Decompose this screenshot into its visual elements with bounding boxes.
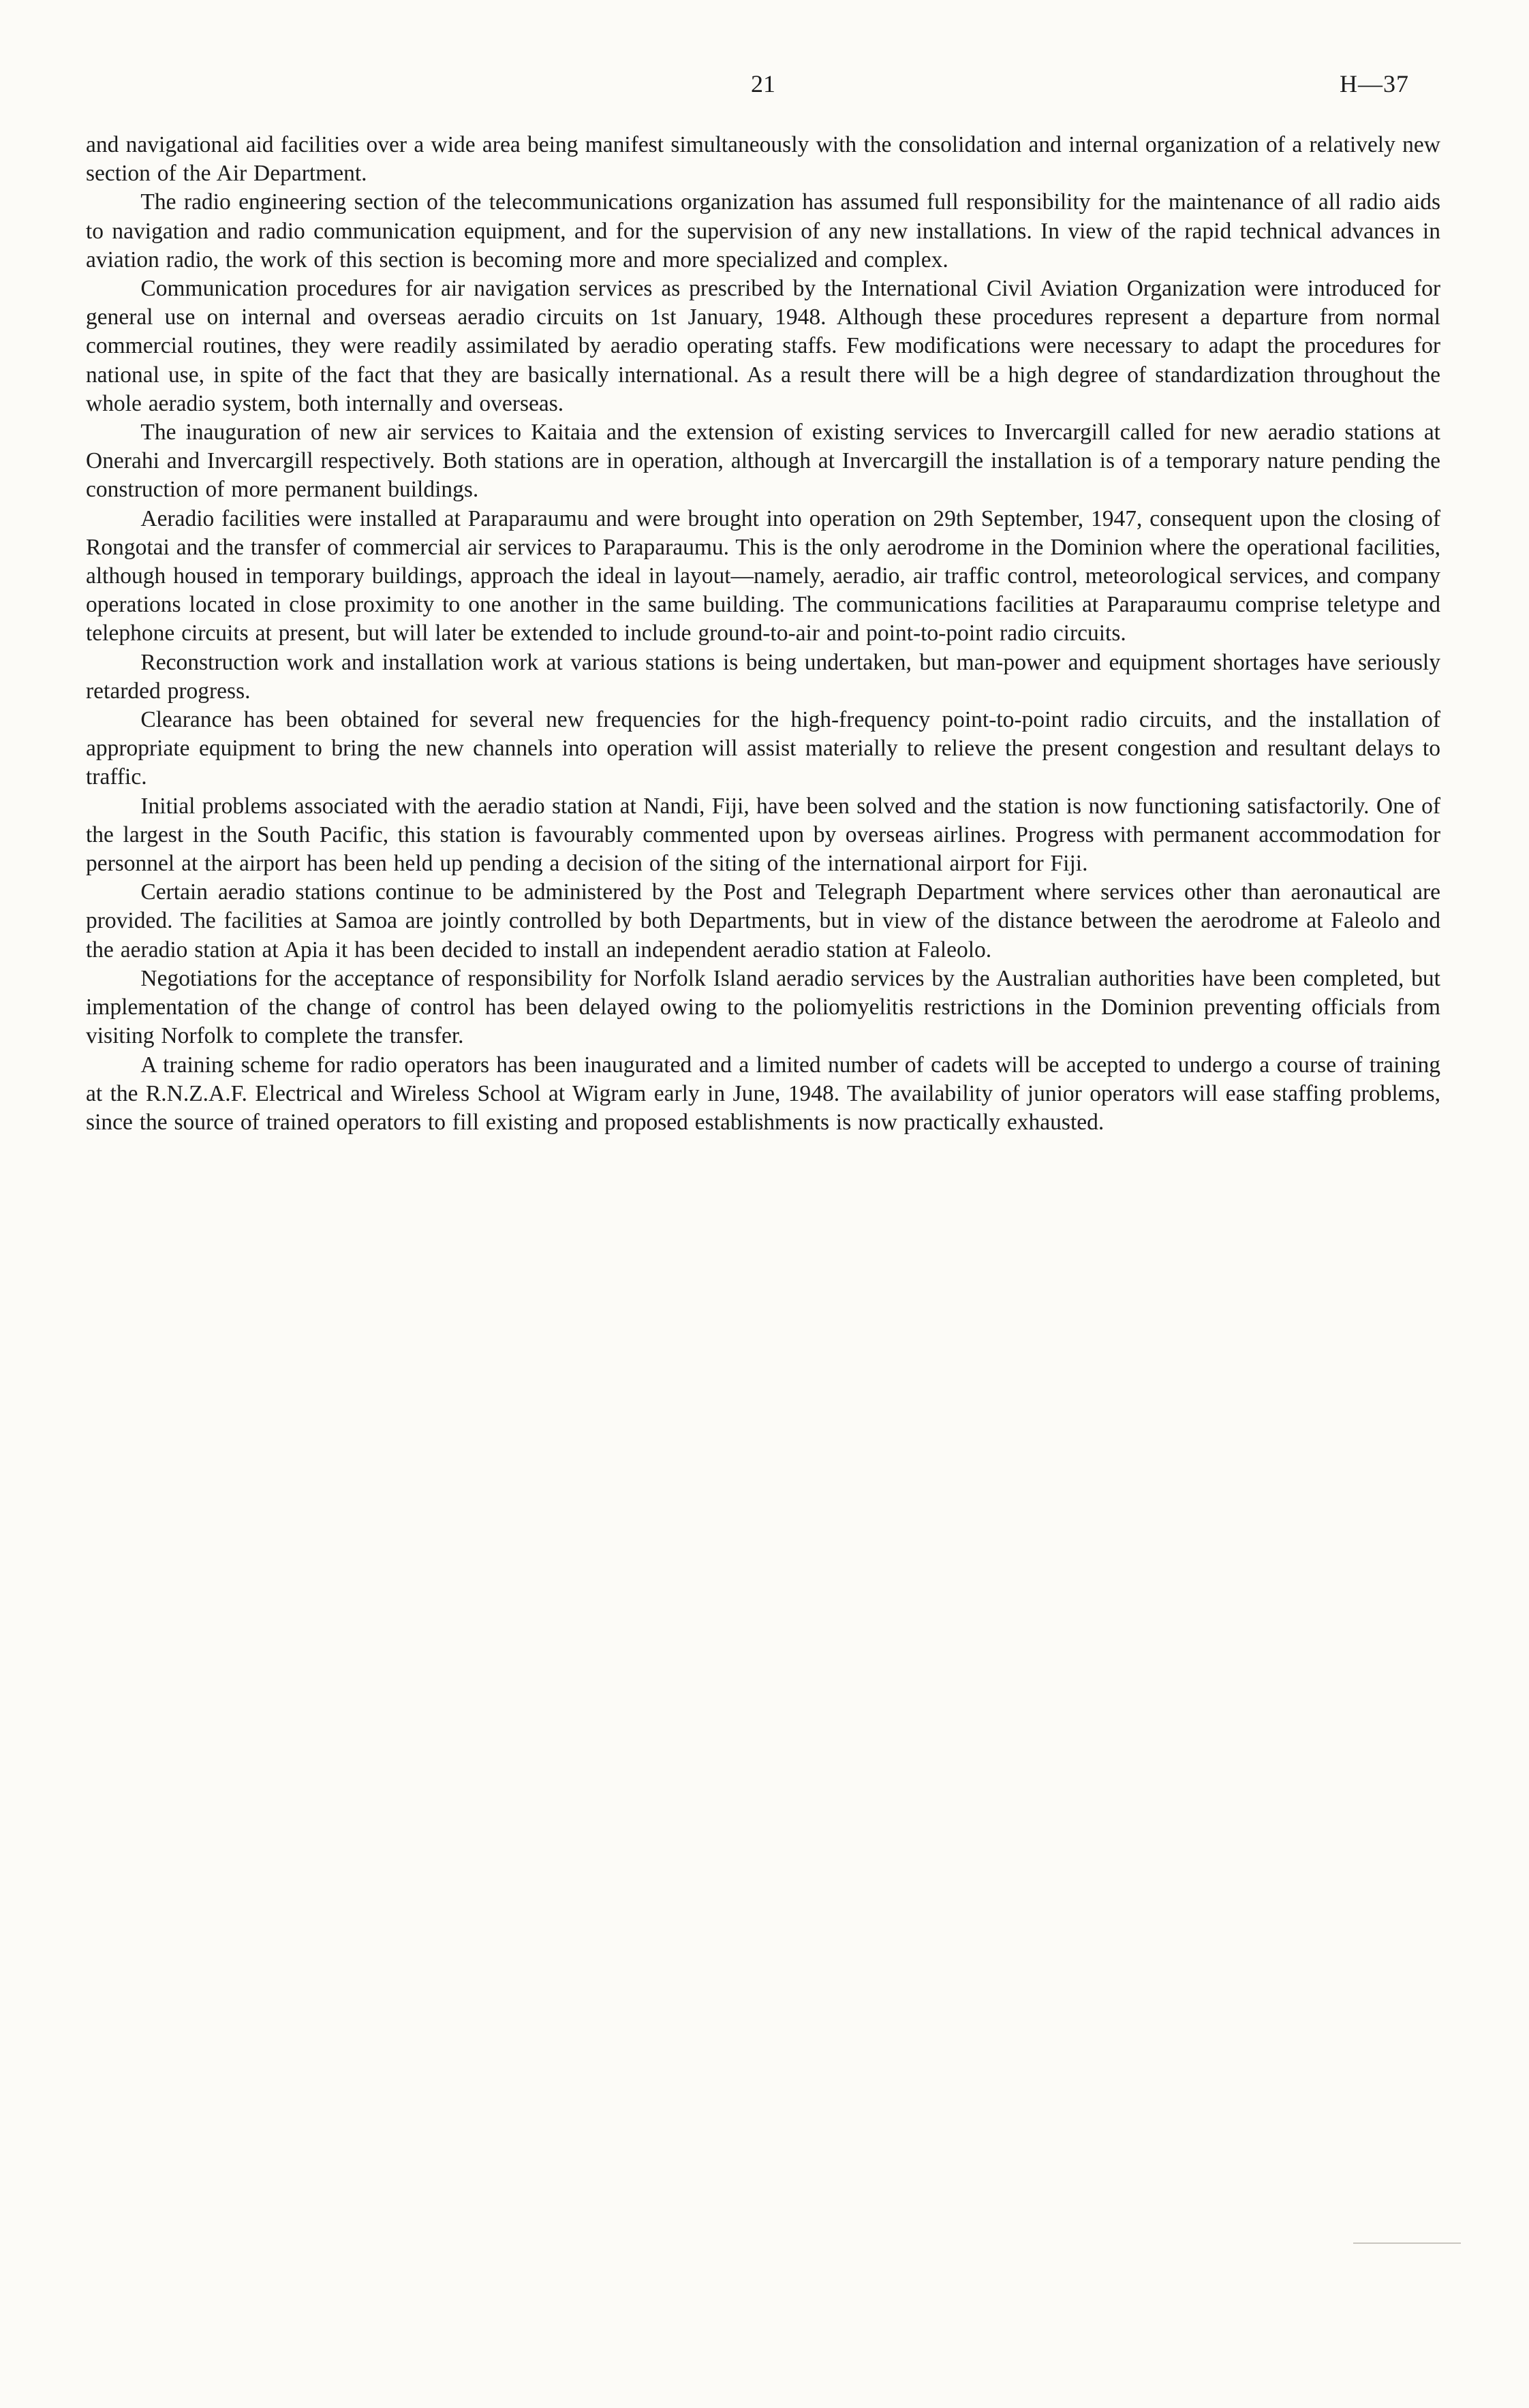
page-number: 21	[751, 70, 775, 97]
paragraph: Initial problems associated with the aeradio station at Nandi, Fiji, have been solved and the station is now functioning satisfactorily. One of the largest in the South Pacific, this station is favourably commented upon by overseas airlines. Progress with permanent accommodation for personnel at the airport has been held up pending a decision of the siting of the international airport for Fiji.	[86, 793, 1440, 877]
page-body	[86, 131, 1440, 1137]
paragraph: Reconstruction work and installation work at various stations is being undertaken, but man-power and equipment shortages have seriously retarded progress.	[86, 649, 1440, 704]
paragraph: The inauguration of new air services to Kaitaia and the extension of existing services to Invercargill called for new aeradio stations at Onerahi and Invercargill respectively. Both stations are in operation, although at Invercargill the installation is of a temporary nature pending the construction of more permanent buildings.	[86, 420, 1440, 503]
scan-artifact-line	[1353, 2242, 1461, 2244]
paragraph: Certain aeradio stations continue to be administered by the Post and Telegraph Department where services other than aeronautical are provided. The facilities at Samoa are jointly controlled by both Departments, but in view of the distance between the aerodrome at Faleolo and the aeradio station at Apia it has been decided to install an independent aeradio station at Faleolo.	[86, 879, 1440, 963]
paragraph: Clearance has been obtained for several new frequencies for the high-frequency point-to-point radio circuits, and the installation of appropriate equipment to bring the new channels into operation will assist materially to relieve the present congestion and resultant delays to traffic.	[86, 707, 1440, 790]
page-header	[86, 69, 1440, 104]
doc-reference: H—37	[1340, 70, 1409, 97]
paragraph: Communication procedures for air navigation services as prescribed by the International Civil Aviation Organization were introduced for general use on internal and overseas aeradio circuits on 1st January, 1948. Although these procedures represent a departure from normal commercial routines, they were readily assimilated by aeradio operating staffs. Few modifications were necessary to adapt the procedures for national use, in spite of the fact that they are basically international. As a result there will be a high degree of standardization throughout the whole aeradio system, both internally and overseas.	[86, 276, 1440, 416]
paragraph: Aeradio facilities were installed at Paraparaumu and were brought into operation on 29th September, 1947, consequent upon the closing of Rongotai and the transfer of commercial air services to Paraparaumu. This is the only aerodrome in the Dominion where the operational facilities, although housed in temporary buildings, approach the ideal in layout—namely, aeradio, air traffic control, meteorological services, and company operations located in close proximity to one another in the same building. The communications facilities at Paraparaumu comprise teletype and telephone circuits at present, but will later be extended to include ground-to-air and point-to-point radio circuits.	[86, 505, 1440, 646]
paragraph: Negotiations for the acceptance of responsibility for Norfolk Island aeradio services by the Australian authorities have been completed, but implementation of the change of control has been delayed owing to the poliomyelitis restrictions in the Dominion preventing officials from visiting Norfolk to complete the transfer.	[86, 965, 1440, 1049]
paragraph: A training scheme for radio operators has been inaugurated and a limited number of cadets will be accepted to undergo a course of training at the R.N.Z.A.F. Electrical and Wireless School at Wigram early in June, 1948. The availability of junior operators will ease staffing problems, since the source of trained operators to fill existing and proposed establishments is now practically exhausted.	[86, 1052, 1440, 1135]
paragraph: The radio engineering section of the telecommunications organization has assumed full responsibility for the maintenance of all radio aids to navigation and radio communication equipment, and for the supervision of any new installations. In view of the rapid technical advances in aviation radio, the work of this section is becoming more and more specialized and complex.	[86, 189, 1440, 272]
paragraph: and navigational aid facilities over a wide area being manifest simultaneously with the consolidation and internal organization of a relatively new section of the Air Department.	[86, 132, 1440, 187]
